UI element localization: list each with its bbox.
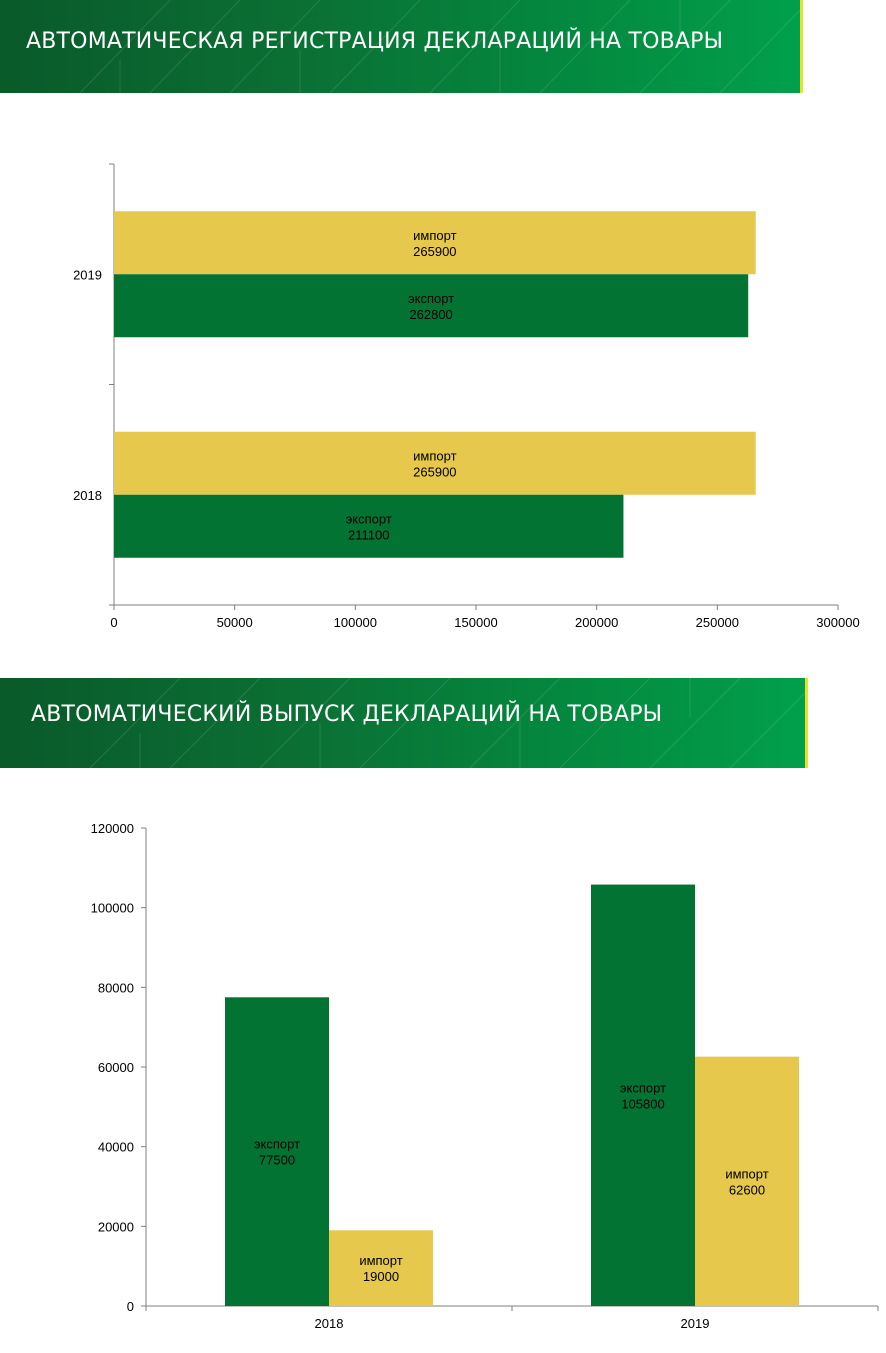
data-label-value: 265900 [413, 464, 457, 480]
x-tick-label: 100000 [333, 615, 378, 630]
data-label-series: импорт [413, 448, 457, 464]
data-label-value: 62600 [728, 1182, 766, 1198]
x-tick-label: 300000 [816, 615, 860, 630]
data-label-value: 19000 [362, 1269, 400, 1285]
data-label-series: экспорт [345, 511, 392, 527]
data-label-value: 77500 [258, 1152, 296, 1168]
y-tick-label: 40000 [97, 1139, 134, 1155]
x-tick-label: 150000 [454, 615, 498, 630]
bar-экспорт-2018 [114, 495, 623, 558]
x-tick-label: 2018 [314, 1316, 344, 1331]
x-tick-label: 200000 [574, 615, 619, 630]
registration-chart [0, 93, 886, 678]
data-label-series: импорт [359, 1253, 403, 1269]
data-label-value: 211100 [348, 527, 390, 543]
data-label-series: импорт [725, 1166, 769, 1182]
data-label-value: 105800 [621, 1096, 665, 1112]
release-banner [0, 678, 808, 768]
y-tick-label: 20000 [97, 1219, 134, 1235]
y-tick-label: 0 [126, 1299, 134, 1314]
y-tick-label: 2018 [73, 487, 102, 503]
registration-banner [0, 0, 803, 93]
y-tick-label: 2019 [73, 267, 102, 283]
data-label-series: экспорт [253, 1136, 301, 1152]
x-tick-label: 50000 [216, 615, 253, 630]
y-tick-label: 120000 [90, 821, 134, 836]
x-tick-label: 0 [110, 615, 118, 630]
banner-edge-stripe [805, 678, 808, 768]
bar-импорт-2018 [114, 432, 756, 495]
release-chart [0, 768, 886, 1353]
data-label-series: экспорт [619, 1080, 667, 1096]
x-tick-label: 250000 [695, 615, 740, 630]
data-label-value: 265900 [413, 243, 457, 259]
data-label-value: 262800 [409, 306, 453, 322]
y-tick-label: 60000 [97, 1060, 134, 1075]
data-label-series: импорт [413, 227, 457, 243]
y-tick-label: 80000 [97, 980, 134, 996]
bar-импорт-2019 [114, 211, 756, 274]
y-tick-label: 100000 [90, 900, 134, 916]
bar-экспорт-2019 [114, 274, 748, 337]
x-tick-label: 2019 [680, 1316, 710, 1331]
section-title: АВТОМАТИЧЕСКИЙ ВЫПУСК ДЕКЛАРАЦИЙ НА ТОВАРЫ [31, 702, 663, 727]
banner-edge-stripe [800, 0, 803, 93]
page-title: АВТОМАТИЧЕСКАЯ РЕГИСТРАЦИЯ ДЕКЛАРАЦИЙ НА ТОВАРЫ [26, 29, 724, 54]
data-label-series: экспорт [408, 290, 455, 306]
